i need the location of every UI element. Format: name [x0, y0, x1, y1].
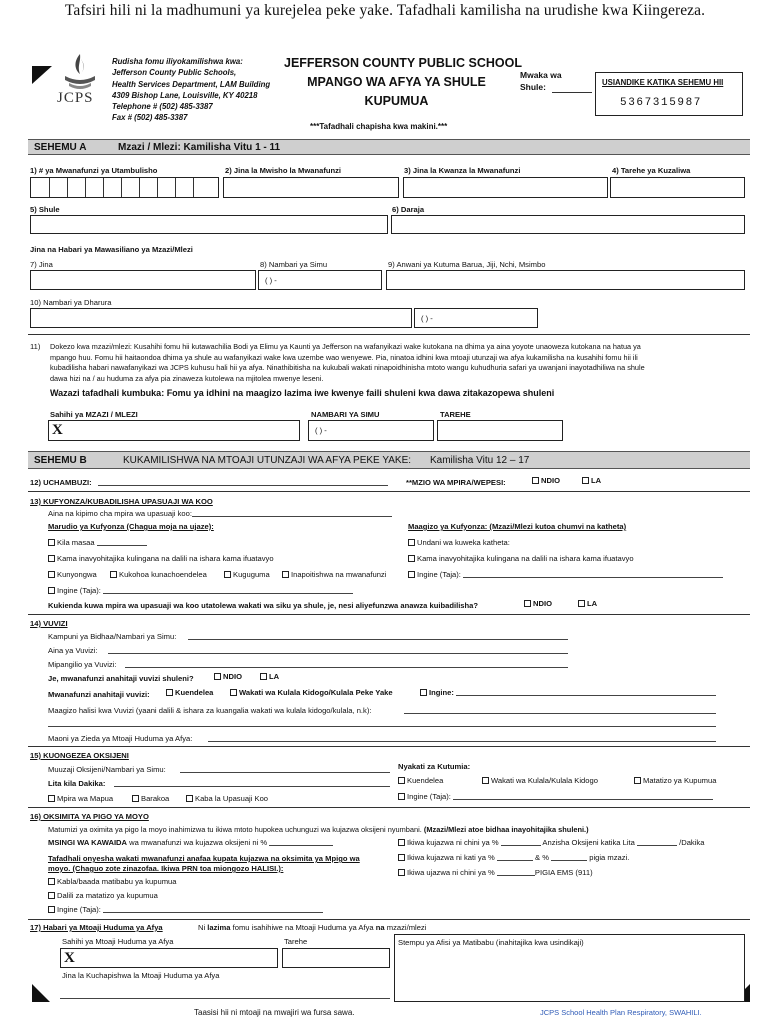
checkbox[interactable] [398, 869, 405, 876]
year-label-line: Mwaka wa [520, 70, 562, 80]
grade-input[interactable] [391, 215, 745, 234]
trach-collar-option[interactable] [186, 794, 268, 803]
checkbox[interactable] [578, 600, 585, 607]
option-label: Wakati wa Kulala/Kulala Kidogo [491, 776, 598, 785]
req-text: fomu isahihiwe na Mtoaji Huduma ya Afya [232, 923, 374, 932]
phone-label: 8) Nambari ya Simu [260, 260, 328, 269]
parent-name-input[interactable] [30, 270, 256, 290]
note-line: kubadilisha habari nawafanyikazi wa JCPS kuhusu hali hii ya afya. Ninathibitisha na kukubali wakati ninapoidhinisha mtoto wangu kuhudhuria safari ya uwanjani inayotadhiliwa na shule [50, 363, 645, 372]
section-15-heading [30, 751, 129, 760]
vent-continuous-option[interactable] [166, 688, 213, 697]
rule-text: Ikiwa ujazwa ni chini ya % [407, 868, 495, 877]
oxygen-vendor-input[interactable] [180, 766, 390, 773]
section-15-title: 15) KUONGEZEA OKSIJENI [30, 751, 129, 760]
usage-text: Matumizi ya oximita ya pigo la moyo inahimizwa tu ikiwa mtoto hupokea uchunguzi wa kujazwa oksijeni nyumbani. [48, 825, 422, 834]
option-label: LA [269, 672, 280, 681]
option-label: Kama inavyohitajika kulingana na dalili na ishara kama ifuatavyo [57, 554, 274, 563]
req-text: mzazi/mlezi [386, 923, 427, 932]
checkbox[interactable] [48, 571, 55, 578]
office-stamp-label: Stempu ya Afisi ya Matibabu (inahitajika kwa usindikaji) [398, 938, 584, 947]
note-number: 11) [30, 342, 41, 351]
parent-signature-input[interactable] [48, 420, 300, 441]
checkbox[interactable] [408, 571, 415, 578]
dob-input[interactable] [610, 177, 745, 198]
oxygen-vendor-label: Muuzaji Oksijeni/Nambari ya Simu: [48, 765, 166, 774]
checkbox[interactable] [282, 571, 289, 578]
option-label: Kuguguma [233, 570, 270, 579]
provider-date-input[interactable] [282, 948, 390, 968]
checkbox[interactable] [408, 539, 415, 546]
vent-type-input[interactable] [108, 647, 568, 654]
option-label: Kaba la Upasuaji Koo [195, 794, 269, 803]
signature-date-input[interactable] [437, 420, 563, 441]
checkbox[interactable] [214, 673, 221, 680]
checkbox[interactable] [48, 795, 55, 802]
title-line: JEFFERSON COUNTY PUBLIC SCHOOL [284, 56, 522, 70]
print-note: ***Tafadhali chapisha kwa makini.*** [310, 122, 448, 131]
emergency-phone-input[interactable] [414, 308, 538, 328]
checkbox[interactable] [398, 777, 405, 784]
option-label: Matatizo ya Kupumua [643, 776, 717, 785]
signature-phone-input[interactable] [308, 420, 434, 441]
baseline-label: MSINGI WA KAWAIDA [48, 838, 128, 847]
first-name-input[interactable] [403, 177, 608, 198]
req-text: Ni [198, 923, 206, 932]
section-a-header [28, 139, 750, 155]
section-16-title: 16) OKSIMITA YA PIGO YA MOYO [30, 812, 149, 821]
nasal-cannula-option[interactable] [48, 794, 113, 803]
section-17-heading [30, 923, 163, 932]
student-id-label: 1) # ya Mwanafunzi ya Utambulisho [30, 166, 158, 175]
rule-text: Anzisha Oksijeni katika Lita [542, 838, 635, 847]
phone-mask: ( ) - [421, 314, 433, 323]
option-label: LA [587, 599, 598, 608]
baseline-input[interactable] [269, 839, 333, 846]
provider-date-label: Tarehe [284, 937, 308, 946]
option-label: Mpira wa Mapua [57, 794, 114, 803]
provider-printed-name-input[interactable] [60, 992, 390, 999]
office-use-box [595, 72, 743, 116]
checkbox[interactable] [166, 689, 173, 696]
registration-mark-bottom-left [32, 982, 52, 1002]
signature-x-mark: X [52, 422, 63, 438]
grade-label: 6) Daraja [392, 205, 425, 214]
year-label-line: Shule: [520, 82, 546, 92]
vent-instructions-input[interactable] [404, 707, 716, 714]
address-input[interactable] [386, 270, 745, 290]
option-label: Ingine (Taja): [407, 792, 451, 801]
last-name-input[interactable] [223, 177, 399, 198]
latex-yes-option[interactable] [532, 476, 560, 485]
baseline-line [48, 838, 333, 847]
checkbox[interactable] [186, 795, 193, 802]
checkbox[interactable] [260, 673, 267, 680]
rule-text: Ikiwa kujazwa ni kati ya % [407, 853, 495, 862]
vent-school-yes[interactable] [214, 672, 242, 681]
oxygen-breathing-option[interactable] [634, 776, 716, 785]
pulse-ox-when-label: Tafadhali onyesha wakati mwanafunzi anafaa kupata kujazwa na oksimita ya Mpigo wa [48, 854, 360, 863]
return-line: Rudisha fomu iliyokamilishwa kwa: [112, 57, 243, 66]
vent-type-label: Aina ya Vuvizi: [48, 646, 98, 655]
checkbox[interactable] [398, 854, 405, 861]
return-line: Telephone # (502) 485-3387 [112, 102, 213, 112]
coughing-option[interactable] [110, 570, 207, 579]
dob-label: 4) Tarehe ya Kuzaliwa [612, 166, 691, 175]
times-of-use-label: Nyakati za Kutumia: [398, 762, 471, 771]
vent-company-input[interactable] [188, 633, 568, 640]
section-14-heading [30, 619, 68, 628]
pulse-ox-usage-note [48, 825, 589, 834]
divider [28, 807, 750, 808]
translation-banner: Tafsiri hili ni la madhumuni ya kurejelea peke yake. Tafadhali kamilisha na urudishe kwa Kiingereza. [64, 2, 706, 19]
other-frequency-option[interactable] [48, 586, 353, 595]
last-name-label: 2) Jina la Mwisho la Mwanafunzi [225, 166, 342, 175]
gurgling-option[interactable] [224, 570, 270, 579]
option-label: Ingine (Taja): [57, 905, 101, 914]
checkbox[interactable] [634, 777, 641, 784]
option-label: Kama inavyohitajika kulingana na dalili na ishara kama ifuatavyo [417, 554, 634, 563]
req-bold: lazima [207, 923, 231, 932]
mask-option[interactable] [132, 794, 169, 803]
baseline-text: wa mwanafunzi wa kujazwa oksijeni ni % [129, 838, 268, 847]
checkbox[interactable] [420, 689, 427, 696]
vent-at-school-question: Je, mwanafunzi anahitaji vuvizi shuleni? [48, 674, 194, 683]
option-label: NDIO [541, 476, 560, 485]
divider [28, 491, 750, 492]
option-label: Barakoa [141, 794, 170, 803]
school-year-field[interactable] [552, 92, 592, 93]
option-label: Ingine (Taja): [417, 570, 461, 579]
office-stamp-box[interactable] [394, 934, 745, 1002]
form-title [284, 54, 522, 111]
option-label: Wakati wa Kulala Kidogo/Kulala Peke Yake [239, 688, 393, 697]
suction-instructions-label: Maagizo ya Kufyonza: (Mzazi/Mlezi kutoa chumvi na katheta) [408, 522, 627, 531]
return-line: Health Services Department, LAM Building [112, 79, 271, 89]
registration-mark-top-left [32, 66, 52, 86]
parents-note: Wazazi tafadhali kumbuka: Fomu ya idhini na maagizo lazima iwe kwenye faili shuleni kwa dawa zitakazopewa shuleni [50, 388, 555, 398]
note-line: mpango huu. Fomu hii haitaondoa dhima ya shule au wafanyikazi wake kwa uzembe wao wenyewe. Pia, ninatoa idhini kwa mtoaji utunzaji wa afya kukamilisha na kusahihi fomu hii ili [50, 352, 638, 362]
return-line: Fax # (502) 485-3387 [112, 113, 188, 123]
signature-phone-label: NAMBARI YA SIMU [311, 410, 380, 419]
rule-text: & % [535, 853, 549, 862]
vent-instructions-label: Maagizo halisi kwa Vuvizi (yaani dalili & ishara za kuangalia wakati wa kulala kidogo/kulala, n.k): [48, 706, 372, 715]
phone-input[interactable] [258, 270, 382, 290]
return-line: Jefferson County Public Schools, [112, 68, 237, 78]
contact-heading: Jina na Habari ya Mawasiliano ya Mzazi/Mlezi [30, 245, 193, 254]
vent-instructions-input-2[interactable] [48, 720, 716, 727]
checkbox[interactable] [582, 477, 589, 484]
divider [28, 334, 750, 335]
vent-settings-label: Mipangilio ya Vuvizi: [48, 660, 117, 669]
school-input[interactable] [30, 215, 388, 234]
section-17-title: 17) Habari ya Mtoaji Huduma ya Afya [30, 923, 163, 932]
checkbox[interactable] [48, 906, 55, 913]
first-name-label: 3) Jina la Kwanza la Mwanafunzi [404, 166, 521, 175]
option-label: Kuendelea [175, 688, 214, 697]
oxygen-sleep-option[interactable] [482, 776, 598, 785]
return-address [112, 56, 270, 124]
signature-date-label: TAREHE [440, 410, 471, 419]
option-label: Kuendelea [407, 776, 444, 785]
provider-comments-label: Maoni ya Zieda ya Mtoaji Huduma ya Afya: [48, 734, 193, 743]
rule-text: /Dakika [679, 838, 705, 847]
liability-note [50, 342, 745, 384]
trach-type-label: Aina na kipimo cha mpira wa upasuaji koo: [48, 509, 192, 518]
section-13-title: 13) KUFYONZA/KUBADILISHA UPASUAJI WA KOO [30, 497, 213, 506]
liters-per-minute-input[interactable] [114, 780, 390, 787]
option-label: Kunyongwa [57, 570, 97, 579]
before-after-option[interactable] [48, 877, 176, 886]
section-b-title-items: Kamilisha Vitu 12 – 17 [430, 455, 530, 466]
checkbox[interactable] [408, 555, 415, 562]
section-b-label: SEHEMU B [34, 455, 87, 466]
pulse-ox-rule-1[interactable] [398, 838, 704, 847]
option-label: Dalili za matatizo ya kupumua [57, 891, 158, 900]
checkbox[interactable] [398, 793, 405, 800]
signature-requirement [198, 923, 426, 932]
parent-name-label: 7) Jina [30, 260, 53, 269]
footer-equal-opportunity: Taasisi hii ni mtoaji na mwajiri wa fursa sawa. [194, 1008, 355, 1017]
rule-text: pigia mzazi. [589, 853, 630, 862]
suction-frequency-label: Marudio ya Kufyonza (Chagua moja na ujaze): [48, 522, 214, 531]
option-label: LA [591, 476, 602, 485]
option-label: Undani wa kuweka katheta: [417, 538, 510, 547]
logo-text: JCPS [57, 90, 94, 106]
checkbox[interactable] [230, 689, 237, 696]
option-label: Kila masaa [57, 538, 95, 547]
phone-mask: ( ) - [265, 276, 277, 285]
choking-option[interactable] [48, 570, 97, 579]
checkbox[interactable] [110, 571, 117, 578]
option-label: Ingine: [429, 688, 454, 697]
checkbox[interactable] [48, 878, 55, 885]
option-label: Inapoitishwa na mwanafunzi [291, 570, 387, 579]
pulse-ox-rule-3[interactable] [398, 868, 593, 877]
pulse-ox-when-label-2: moyo. (Chaguo zote zinazofaa. Ikiwa PRN toa miongozo HALISI.): [48, 864, 284, 873]
office-use-label: USIANDIKE KATIKA SEHEMU HII [602, 78, 724, 87]
checkbox[interactable] [524, 600, 531, 607]
office-code: 5367315987 [620, 97, 703, 109]
phone-mask: ( ) - [315, 426, 327, 435]
checkbox[interactable] [48, 892, 55, 899]
checkbox[interactable] [48, 539, 55, 546]
vent-needs-label: Mwanafunzi anahitaji vuvizi: [48, 690, 150, 699]
title-line: MPANGO WA AFYA YA SHULE [307, 75, 486, 89]
oxygen-other-option[interactable] [398, 792, 713, 801]
section-16-heading [30, 812, 149, 821]
return-line: 4309 Bishop Lane, Louisville, KY 40218 [112, 90, 258, 100]
flame-icon [55, 50, 105, 94]
catheter-depth-option[interactable] [408, 538, 510, 547]
option-label: Kukohoa kunachoendelea [119, 570, 207, 579]
latex-allergy-label: **MZIO WA MPIRA/WEPESI: [406, 478, 506, 487]
note-line: dawa hizi na / au huduma za afya pia zinaweza kutolewa na mjitolea mwenye leseni. [50, 373, 324, 383]
emergency-phone-label: 10) Nambari ya Dharura [30, 298, 112, 307]
section-b-header [28, 451, 750, 469]
checkbox[interactable] [532, 477, 539, 484]
symptoms-option[interactable] [48, 891, 158, 900]
option-label: NDIO [533, 599, 552, 608]
diagnosis-label: 12) UCHAMBUZI: [30, 478, 92, 487]
checkbox[interactable] [224, 571, 231, 578]
section-b-title: KUKAMILISHWA NA MTOAJI UTUNZAJI WA AFYA PEKE YAKE: [123, 455, 412, 466]
student-id-input[interactable] [30, 177, 219, 198]
req-bold: na [375, 923, 385, 932]
checkbox[interactable] [48, 587, 55, 594]
other-instruction-option[interactable] [408, 570, 723, 579]
pulse-ox-rule-2[interactable] [398, 853, 629, 862]
section-a-label: SEHEMU A [34, 142, 87, 153]
signature-x-mark: X [64, 950, 75, 966]
jcps-logo [55, 50, 105, 110]
parent-signature-label: Sahihi ya MZAZI / MLEZI [50, 410, 138, 419]
vent-school-no[interactable] [260, 672, 279, 681]
checkbox[interactable] [398, 839, 405, 846]
diagnosis-input[interactable] [98, 479, 388, 486]
as-needed-option-2[interactable] [408, 554, 634, 563]
vent-other-option[interactable] [420, 688, 716, 697]
every-hours-option[interactable] [48, 538, 147, 547]
trach-type-input[interactable] [192, 510, 392, 517]
divider [28, 614, 750, 615]
trach-change-yes[interactable] [524, 599, 552, 608]
address-label: 9) Anwani ya Kutuma Barua, Jiji, Nchi, Msimbo [388, 260, 546, 269]
liters-per-minute-label: Lita kila Dakika: [48, 779, 106, 788]
checkbox[interactable] [48, 555, 55, 562]
option-label: NDIO [223, 672, 242, 681]
option-label: Ingine (Taja): [57, 586, 101, 595]
provider-printed-name-label: Jina la Kuchapishwa la Mtoaji Huduma ya Afya [62, 971, 220, 980]
divider [28, 746, 750, 747]
vent-company-label: Kampuni ya Bidhaa/Nambari ya Simu: [48, 632, 177, 641]
divider [28, 919, 750, 920]
option-label: Kabla/baada matibabu ya kupumua [57, 877, 177, 886]
title-line: KUPUMUA [364, 94, 429, 108]
rule-text: Ikiwa kujazwa ni chini ya % [407, 838, 499, 847]
checkbox[interactable] [132, 795, 139, 802]
provider-signature-input[interactable] [60, 948, 278, 968]
vent-settings-input[interactable] [125, 661, 568, 668]
school-year-label [520, 69, 562, 93]
pulse-ox-other-option[interactable] [48, 905, 323, 914]
checkbox[interactable] [482, 777, 489, 784]
trach-change-question: Kukienda kuwa mpira wa upasuaji wa koo utatolewa wakati wa siku ya shule, je, nesi aliyefunzwa anawza kuibadilisha? [48, 601, 479, 610]
provider-comments-input[interactable] [208, 735, 716, 742]
provider-signature-label: Sahihi ya Mtoaji Huduma ya Afya [62, 937, 174, 946]
rule-text: PIGIA EMS (911) [534, 868, 593, 877]
trach-change-no[interactable] [578, 599, 597, 608]
student-request-option[interactable] [282, 570, 386, 579]
oxygen-continuous-option[interactable] [398, 776, 443, 785]
note-line: Dokezo kwa mzazi/mlezi: Kusahihi fomu hii kutawachilia Bodi ya Elimu ya Kaunti ya Jefferson na wafanyikazi wake kutokana na dhima ya aina yoyote unaoweza kutokana na hatua ya [50, 342, 641, 351]
section-14-title: 14) VUVIZI [30, 619, 68, 628]
school-label: 5) Shule [30, 205, 60, 214]
usage-bold-text: (Mzazi/Mlezi atoe bidhaa inayohitajika shuleni.) [423, 825, 589, 834]
footer-form-name: JCPS School Health Plan Respiratory, SWAHILI. [540, 1008, 702, 1017]
emergency-name-input[interactable] [30, 308, 412, 328]
vent-nap-option[interactable] [230, 688, 393, 697]
latex-no-option[interactable] [582, 476, 601, 485]
as-needed-option[interactable] [48, 554, 274, 563]
section-13-heading [30, 497, 213, 506]
section-a-title: Mzazi / Mlezi: Kamilisha Vitu 1 - 11 [118, 142, 281, 153]
